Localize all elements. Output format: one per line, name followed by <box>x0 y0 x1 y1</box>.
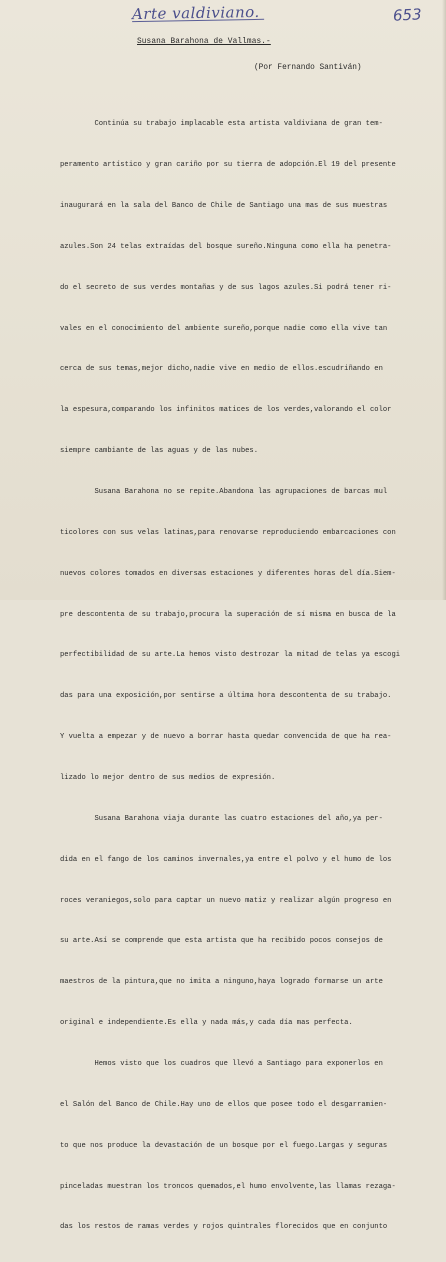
body-line: azules.Son 24 telas extraídas del bosque sureño.Ninguna como ella ha penetra- <box>60 242 392 251</box>
body-line: el Salón del Banco de Chile.Hay uno de ellos que posee todo el desgarramien- <box>60 1100 388 1109</box>
page-edge-shadow <box>442 0 446 600</box>
body-line: Susana Barahona no se repite.Abandona las agrupaciones de barcas mul <box>60 487 388 496</box>
body-line: das para una exposición,por sentirse a última hora descontenta de su trabajo. <box>60 692 392 701</box>
body-line: das los restos de ramas verdes y rojos quintrales florecidos que en conjunto <box>60 1223 388 1232</box>
article-body <box>60 91 440 1262</box>
body-line: inaugurará en la sala del Banco de Chile de Santiago una mas de sus muestras <box>60 201 388 210</box>
body-line: Susana Barahona viaja durante las cuatro estaciones del año,ya per- <box>60 814 383 823</box>
body-line: Hemos visto que los cuadros que llevó a Santiago para exponerlos en <box>60 1060 383 1069</box>
body-line: Y vuelta a empezar y de nuevo a borrar hasta quedar convencida de que ha rea- <box>60 733 392 742</box>
body-line: ticolores con sus velas latinas,para renovarse reproduciendo embarcaciones con <box>60 528 396 537</box>
body-line: dida en el fango de los caminos invernales,ya entre el polvo y el humo de los <box>60 855 392 864</box>
body-line: pinceladas muestran los troncos quemados,el humo envolvente,las llamas rezaga- <box>60 1182 396 1191</box>
body-line: pre descontenta de su trabajo,procura la superación de sí misma en busca de la <box>60 610 396 619</box>
article-subtitle <box>137 38 271 46</box>
body-line: maestros de la pintura,que no imita a ninguno,haya logrado formarse un arte <box>60 978 383 987</box>
body-line: siempre cambiante de las aguas y de las nubes. <box>60 447 259 456</box>
body-line: su arte.Así se comprende que esta artista que ha recibido pocos consejos de <box>60 937 383 946</box>
body-line: Continúa su trabajo implacable esta artista valdiviana de gran tem- <box>60 120 383 129</box>
body-line: vales en el conocimiento del ambiente sureño,porque nadie como ella vive tan <box>60 324 388 333</box>
body-line: nuevos colores tomados en diversas estaciones y diferentes horas del día.Siem- <box>60 569 396 578</box>
body-line: to que nos produce la devastación de un bosque por el fuego.Largas y seguras <box>60 1141 388 1150</box>
handwritten-title: Arte valdiviano. <box>131 2 260 24</box>
body-line: lizado lo mejor dentro de sus medios de expresión. <box>60 774 276 782</box>
body-line: peramento artístico y gran cariño por su tierra de adopción.El 19 del presente <box>60 161 396 170</box>
body-line: cerca de sus temas,mejor dicho,nadie vive en medio de ellos.escudriñando en <box>60 365 383 374</box>
body-line: roces veraniegos,solo para captar un nuevo matiz y realizar algún progreso en <box>60 896 392 905</box>
author-byline: (Por Fernando Santiván) <box>254 64 362 72</box>
body-line: perfectibilidad de su arte.La hemos visto destrozar la mitad de telas ya escogi <box>60 651 401 660</box>
subtitle-text: Susana Barahona de Vallmas.- <box>137 38 271 46</box>
body-line: original e independiente.Es ella y nada más,y cada día mas perfecta. <box>60 1019 353 1028</box>
body-line: la espesura,comparando los infinitos matices de los verdes,valorando el color <box>60 406 392 415</box>
body-line: do el secreto de sus verdes montañas y de sus lagos azules.Si podrá tener ri- <box>60 283 392 292</box>
page-number: 653 <box>392 5 423 25</box>
